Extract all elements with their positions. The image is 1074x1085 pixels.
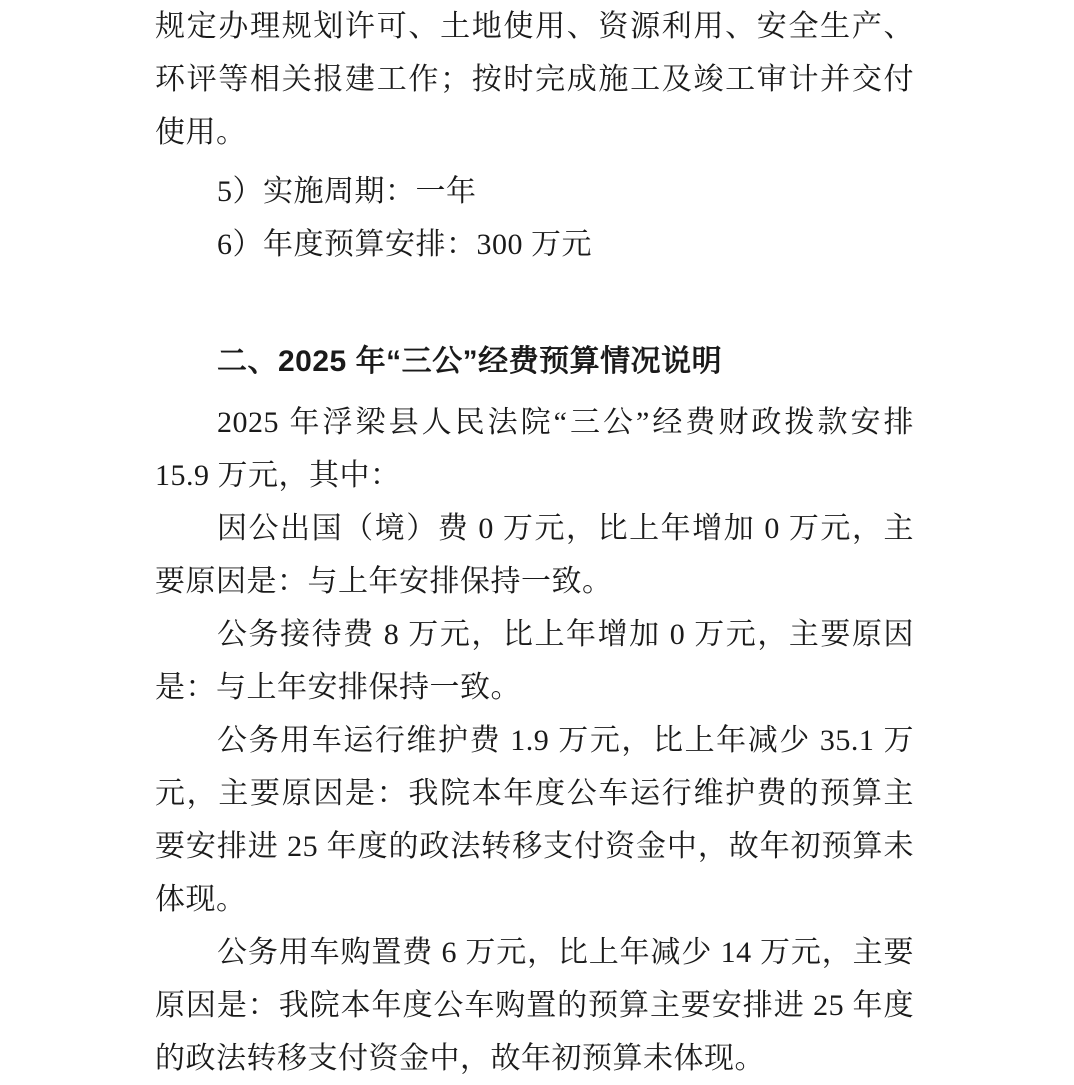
section-heading-three-public-expenses: 二、2025 年“三公”经费预算情况说明 (217, 345, 723, 378)
list-item-implementation-period: 5）实施周期：一年 (217, 175, 477, 208)
list-item-annual-budget: 6）年度预算安排：300 万元 (217, 228, 592, 261)
paragraph-vehicle-purchase: 公务用车购置费 6 万元，比上年减少 14 万元，主要原因是：我院本年度公车购置的预算主要安排进 25 年度的政法转移支付资金中，故年初预算未体现。 (155, 936, 914, 1075)
heading-spacer (155, 388, 914, 396)
section-spacer (155, 271, 914, 335)
paragraph-vehicle-operation: 公务用车运行维护费 1.9 万元，比上年减少 35.1 万元，主要原因是：我院本年度公车运行维护费的预算主要安排进 25 年度的政法转移支付资金中，故年初预算未体现。 (155, 724, 914, 916)
paragraph-continued: 规定办理规划许可、土地使用、资源利用、安全生产、环评等相关报建工作；按时完成施工及竣工审计并交付使用。 (155, 10, 914, 149)
paragraph-official-reception: 公务接待费 8 万元，比上年增加 0 万元，主要原因是：与上年安排保持一致。 (155, 618, 914, 704)
paragraph-total-allocation: 2025 年浮梁县人民法院“三公”经费财政拨款安排 15.9 万元，其中： (155, 406, 914, 492)
paragraph-overseas-travel: 因公出国（境）费 0 万元，比上年增加 0 万元，主要原因是：与上年安排保持一致。 (155, 512, 914, 598)
